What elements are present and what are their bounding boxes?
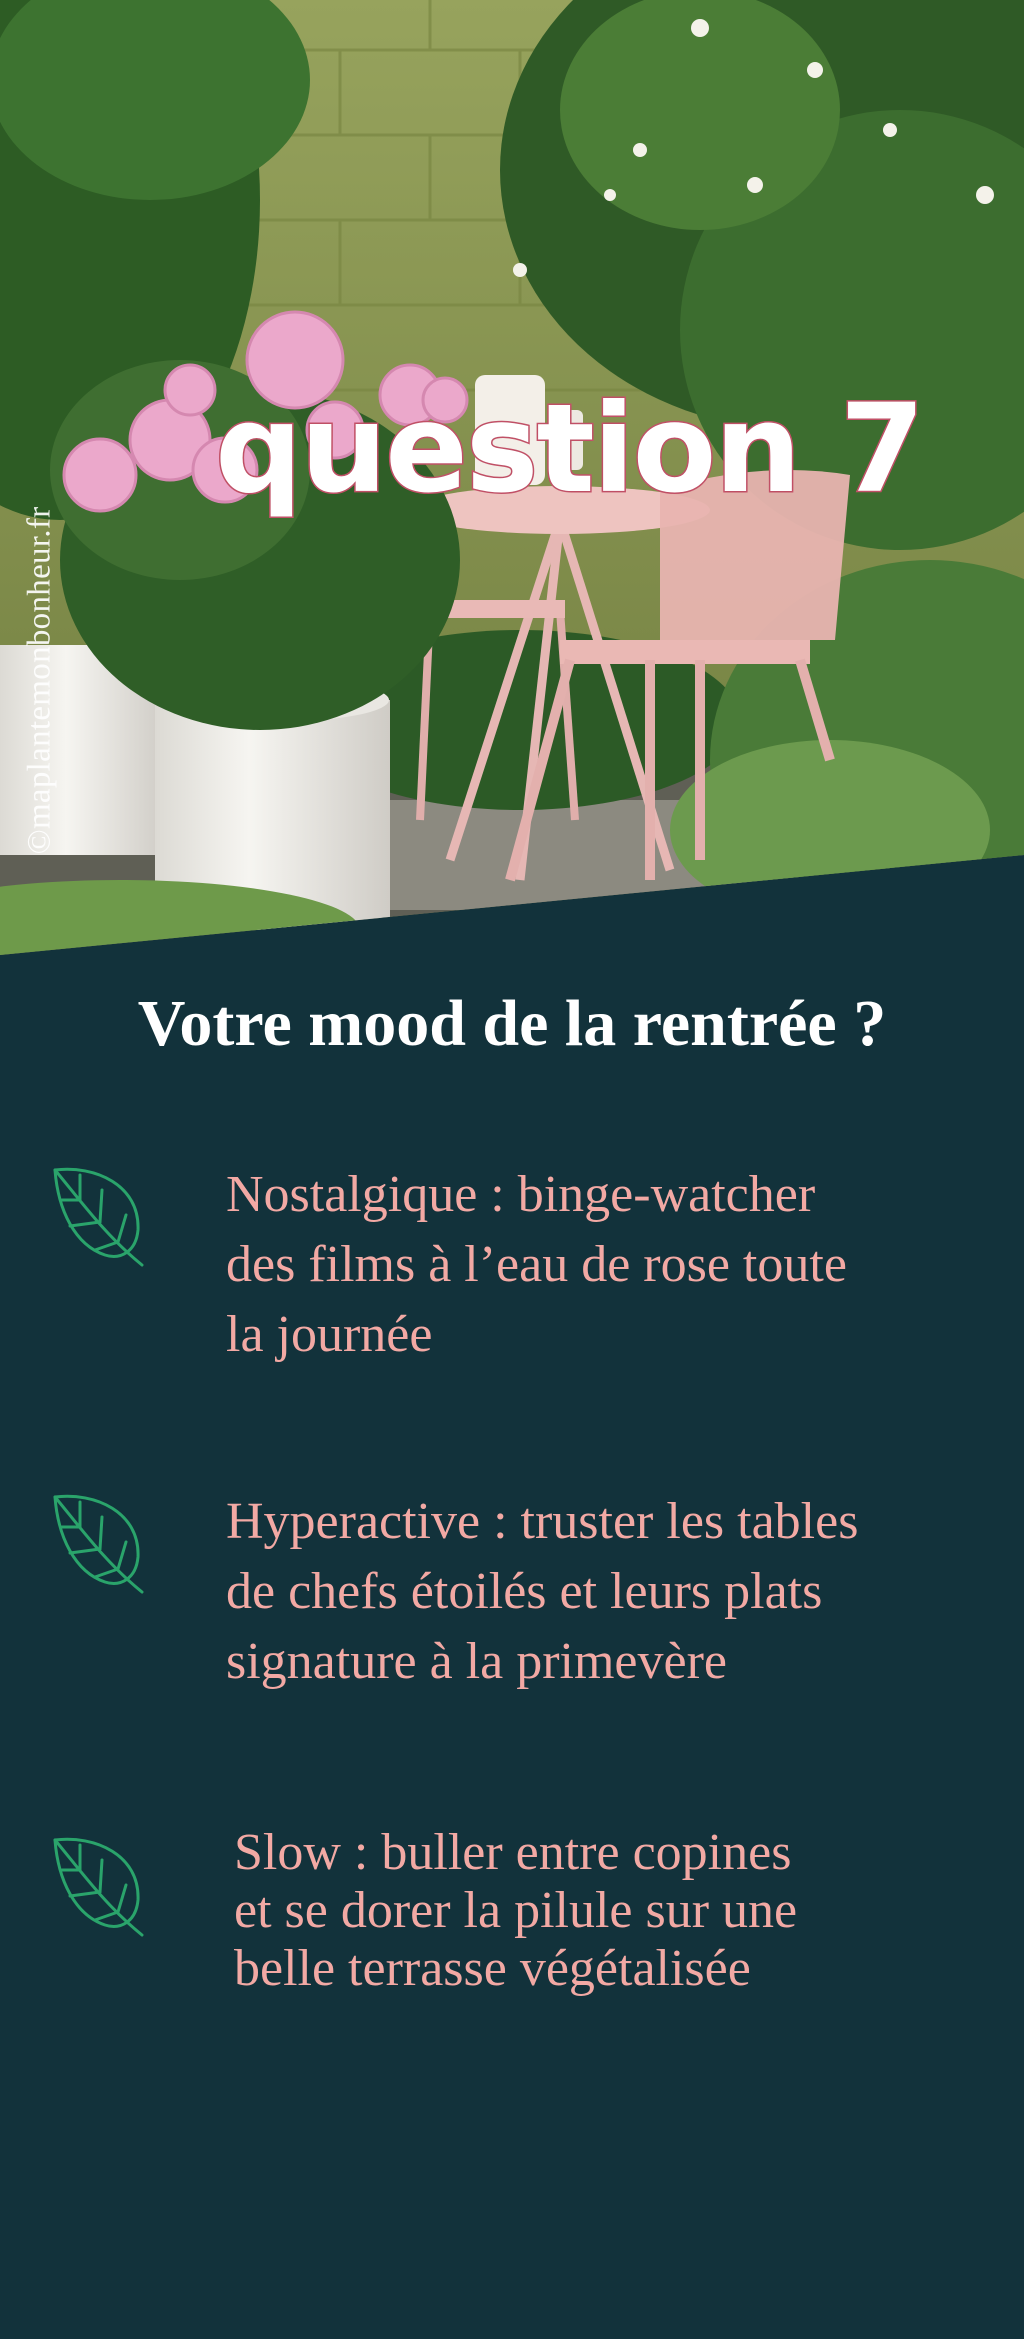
question-number-label: question 7 [215,378,923,520]
leaf-icon [50,1160,146,1270]
question-title: Votre mood de la rentrée ? [137,987,887,1060]
answer-text: Hyperactive : truster les tables de chefs étoilés et leurs plats signature à la primevère [226,1493,859,1690]
leaf-icon [50,1487,146,1597]
answer-option-slow[interactable] [50,1824,950,1998]
answer-text: Nostalgique : binge-watcher des films à l’eau de rose toute la journée [226,1166,847,1363]
photo-credit: ©maplantemonbonheur.fr [21,506,58,854]
answer-option-nostalgique[interactable] [50,1160,950,1370]
answer-text: Slow : buller entre copines et se dorer la pilule sur une belle terrasse végétalisée [234,1824,798,1997]
leaf-icon [50,1830,146,1940]
answer-option-hyperactive[interactable] [50,1487,950,1697]
